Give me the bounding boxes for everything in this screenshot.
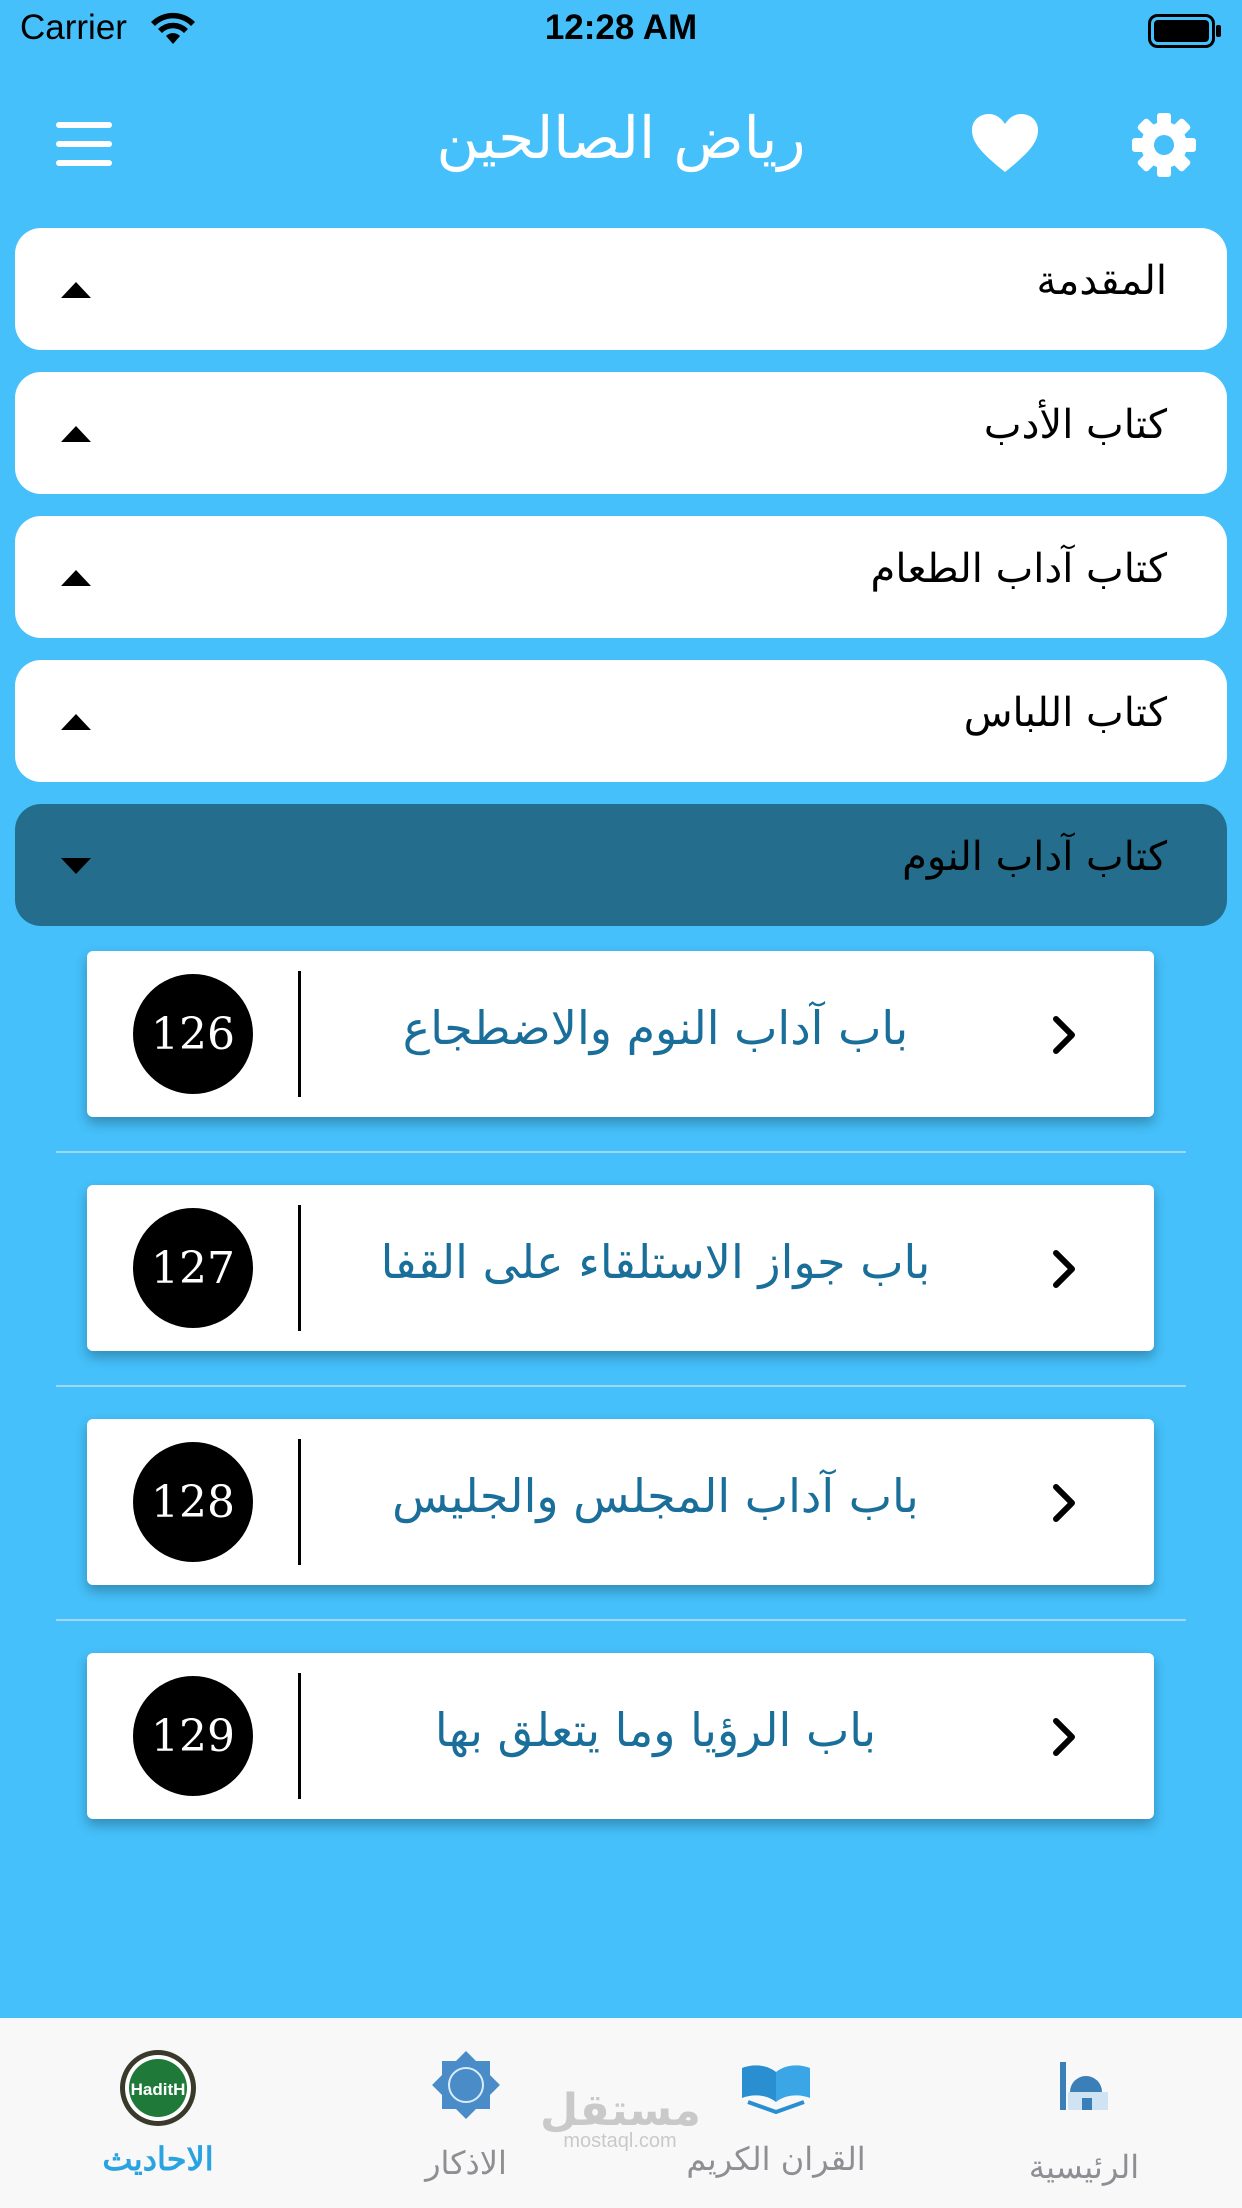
chapter-card[interactable] — [87, 1653, 1154, 1819]
section-header-intro[interactable] — [15, 228, 1227, 350]
status-bar — [0, 0, 1242, 62]
watermark-latin: mostaql.com — [563, 2130, 677, 2152]
watermark-arabic: مستقل — [540, 2085, 701, 2136]
section-title: كتاب اللباس — [963, 690, 1167, 736]
mosque-icon — [1054, 2058, 1114, 2118]
chevron-right-icon — [1052, 1483, 1078, 1523]
divider — [298, 1205, 301, 1331]
caret-up-icon — [61, 282, 91, 298]
section-title: كتاب آداب النوم — [902, 834, 1167, 880]
section-header-food[interactable] — [15, 516, 1227, 638]
chapter-number-badge: 127 — [133, 1208, 253, 1328]
chapter-title: باب آداب المجلس والجليس — [392, 1469, 919, 1523]
chapter-title: باب جواز الاستلقاء على القفا — [380, 1235, 931, 1289]
gear-icon[interactable] — [1131, 112, 1197, 178]
section-title: المقدمة — [1036, 258, 1167, 304]
chapter-card[interactable] — [87, 951, 1154, 1117]
tab-label: الاحاديث — [102, 2140, 214, 2178]
tab-label: الاذكار — [425, 2144, 507, 2182]
tab-hadith[interactable] — [58, 2018, 258, 2208]
tab-quran[interactable] — [676, 2018, 876, 2208]
heart-icon[interactable] — [970, 112, 1040, 176]
list-separator — [56, 1385, 1186, 1387]
hadith-logo-text: HaditH — [130, 2080, 186, 2099]
tab-azkar[interactable] — [366, 2018, 566, 2208]
section-header-adab[interactable] — [15, 372, 1227, 494]
chapter-card[interactable] — [87, 1419, 1154, 1585]
battery-icon — [1148, 14, 1222, 48]
section-title: كتاب الأدب — [983, 402, 1167, 448]
chevron-right-icon — [1052, 1249, 1078, 1289]
chevron-right-icon — [1052, 1717, 1078, 1757]
divider — [298, 1673, 301, 1799]
divider — [298, 1439, 301, 1565]
chevron-right-icon — [1052, 1015, 1078, 1055]
chapter-number-badge: 129 — [133, 1676, 253, 1796]
tab-home[interactable] — [984, 2018, 1184, 2208]
list-separator — [56, 1151, 1186, 1153]
list-separator — [56, 1619, 1186, 1621]
tab-label: القران الكريم — [686, 2140, 866, 2178]
section-title: كتاب آداب الطعام — [870, 546, 1167, 592]
chapter-title: باب آداب النوم والاضطجاع — [402, 1001, 909, 1055]
chapter-title: باب الرؤيا وما يتعلق بها — [434, 1703, 877, 1757]
section-header-sleep[interactable] — [15, 804, 1227, 926]
chapter-card[interactable] — [87, 1185, 1154, 1351]
clock: 12:28 AM — [544, 8, 698, 47]
chapter-number-badge: 126 — [133, 974, 253, 1094]
quran-icon — [738, 2058, 814, 2114]
page-title: رياض الصالحين — [436, 104, 806, 172]
divider — [298, 971, 301, 1097]
caret-up-icon — [61, 714, 91, 730]
chapter-number-badge: 128 — [133, 1442, 253, 1562]
caret-up-icon — [61, 570, 91, 586]
caret-down-icon — [61, 858, 91, 874]
azkar-icon — [431, 2050, 501, 2120]
carrier-label: Carrier — [20, 8, 127, 47]
hadith-icon — [118, 2048, 198, 2128]
section-header-clothing[interactable] — [15, 660, 1227, 782]
caret-up-icon — [61, 426, 91, 442]
tab-label: الرئيسية — [1028, 2148, 1140, 2186]
watermark — [540, 2085, 700, 2153]
